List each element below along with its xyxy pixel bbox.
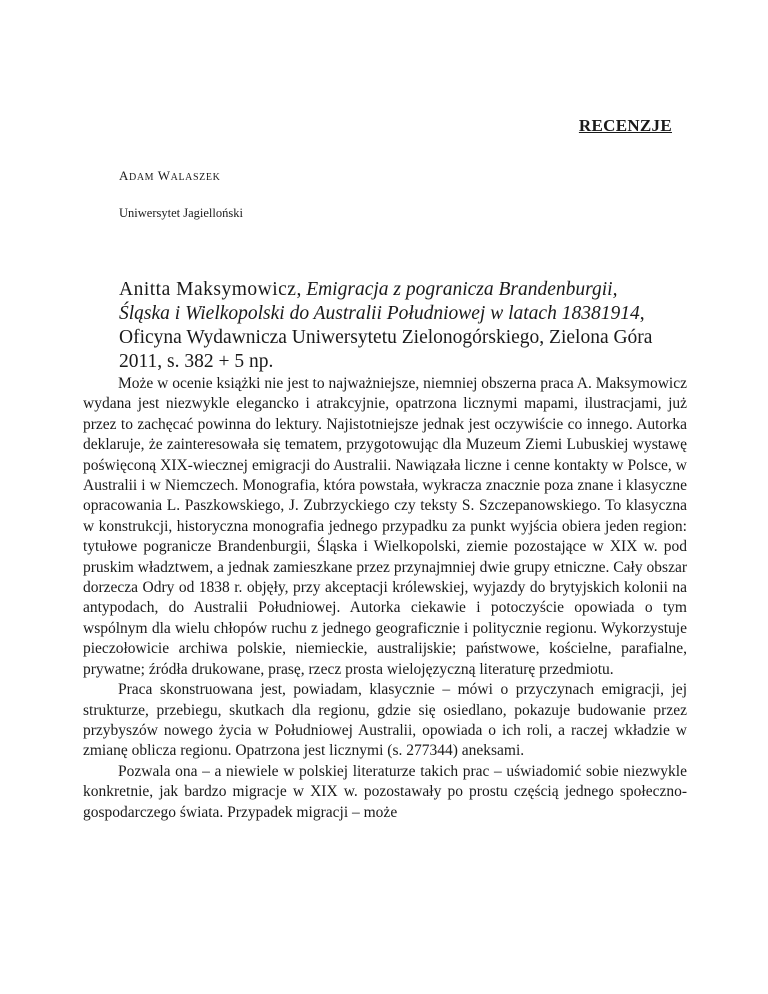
book-title: Emigracja z pogranicza Brandenburgii, Śląska i Wielkopolski do Australii Południowej w latach 18381914 [119,279,640,324]
author-first-rest: DAM [129,172,155,183]
review-author-block [119,168,243,221]
body-paragraph: Praca skonstruowana jest, powiadam, klasycznie – mówi o przyczynach emigracji, jej strukturze, przebiegu, skutkach dla regionu, gdzie się osiedlano, pokazuje budowanie przez przybyszów nowego życia w Południowej Australii, opowiada o ich roli, a raczej wkładzie w zmianę oblicza regionu. Opatrzona jest licznymi (s. 277344) aneksami. [83,681,687,760]
body-paragraph: Może w ocenie książki nie jest to najważniejsze, niemniej obszerna praca A. Maksymowicz wydana jest niezwykle elegancko i atrakcyjnie, opatrzona licznymi mapami, ilustracjami, już przez to zachęcać powinna do lektury. Najistotniejsze jednak jest oczywiście co innego. Autorka deklaruje, że zainteresowała się tematem, przygotowując dla Muzeum Ziemi Lubuskiej wystawę poświęconą XIX-wiecznej emigracji do Australii. Nawiązała liczne i cenne kontakty w Polsce, w Australii i w Niemczech. Monografia, która powstała, wykracza znacznie poza znane i klasyczne opracowania L. Paszkowskiego, J. Zubrzyckiego czy teksty S. Szczepanowskiego. To klasyczna w konstrukcji, historyczna monografia jednego przypadku za punkt wyjścia obiera jeden region: tytułowe pogranicze Brandenburgii, Śląska i Wielkopolski, ziemie pozostające w XIX w. pod pruskim władztwem, a jednak zamieszkane przez przynajmniej dwie grupy etniczne. Cały obszar dorzecza Odry od 1838 r. objęły, przy akceptacji królewskiej, wyjazdy do brytyjskich kolonii na antypodach, do Australii Południowej. Autorka ciekawie i potoczyście opowiada o tym wspólnym dla wielu chłopów ruchu z jednego geograficznie i politycznie regionu. Wykorzystuje pieczołowicie archiwa polskie, niemieckie, australijskie; państwowe, kościelne, parafialne, prywatne; źródła drukowane, prasę, rzecz prosta wielojęzyczną literaturę przedmiotu. [83,375,687,678]
book-separator: , [296,279,307,300]
section-heading: RECENZJE [578,116,672,135]
book-author-first: Anitta [119,279,177,300]
review-author-name [119,168,243,184]
book-author-last: Maksymowicz [176,279,297,300]
body-paragraph: Pozwala ona – a niewiele w polskiej literaturze takich prac – uświadomić sobie niezwykle konkretnie, jak bardzo migracje w XIX w. pozostawały po prostu częścią jednego społeczno-gospodarczego świata. Przypadek migracji – może [83,762,687,821]
author-affiliation: Uniwersytet Jagielloński [119,206,243,220]
book-publisher: , Oficyna Wydawnicza Uniwersytetu Zielonogórskiego, Zielona Góra 2011, s. 382 + 5 np. [119,303,653,372]
author-last-rest: ALASZEK [170,172,221,183]
reviewed-book-reference [119,278,659,374]
author-first-initial: A [119,168,129,183]
review-body [83,374,687,823]
author-last-initial: W [157,168,171,183]
